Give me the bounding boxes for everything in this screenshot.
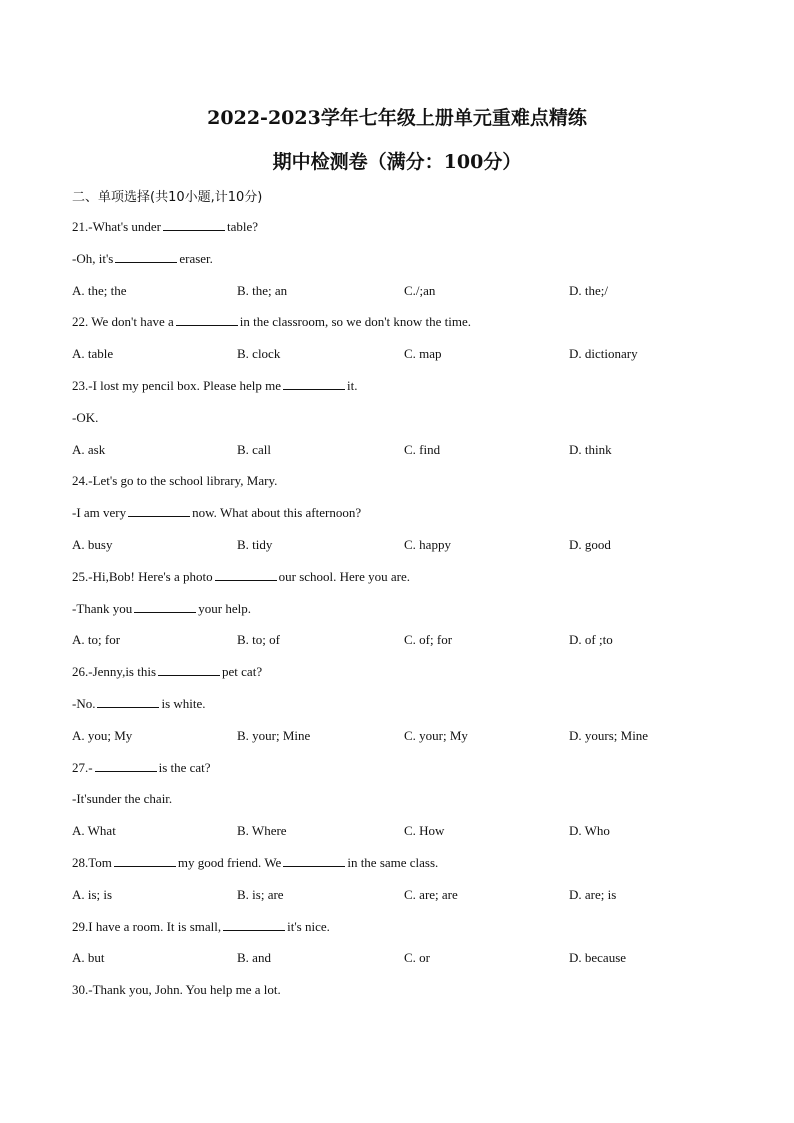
- question-27-stem: 27.- is the cat?: [72, 760, 211, 775]
- answer-blank: [223, 918, 285, 931]
- answer-blank: [115, 250, 177, 263]
- question-30-stem: 30.-Thank you, John. You help me a lot.: [72, 982, 281, 997]
- q29-option-d: D. because: [569, 950, 627, 965]
- q22-option-d: D. dictionary: [569, 346, 638, 361]
- q26-option-c: C. your; My: [404, 728, 468, 743]
- question-27-reply: -It'sunder the chair.: [72, 791, 173, 806]
- q29-option-b: B. and: [237, 950, 271, 965]
- q28-option-a: A. is; is: [72, 887, 113, 902]
- q27-option-d: D. Who: [569, 823, 610, 838]
- q27-option-a: A. What: [72, 823, 116, 838]
- question-24-reply: -I am very now. What about this afternoon?: [72, 505, 362, 520]
- q25-option-b: B. to; of: [237, 632, 280, 647]
- q25-option-a: A. to; for: [72, 632, 121, 647]
- answer-blank: [163, 218, 225, 231]
- q21-option-b: B. the; an: [237, 283, 288, 298]
- page-subtitle: 期中检测卷（满分：100分）: [272, 151, 522, 173]
- question-21-reply: -Oh, it's eraser.: [72, 251, 213, 266]
- q21-option-d: D. the;/: [569, 283, 608, 298]
- q28-option-d: D. are; is: [569, 887, 617, 902]
- q24-option-a: A. busy: [72, 537, 113, 552]
- q27-option-c: C. How: [404, 823, 445, 838]
- q24-option-b: B. tidy: [237, 537, 273, 552]
- page-title: 2022-2023学年七年级上册单元重难点精练: [207, 107, 587, 129]
- q29-option-a: A. but: [72, 950, 105, 965]
- answer-blank: [176, 313, 238, 326]
- answer-blank: [215, 568, 277, 581]
- question-28-stem: 28.Tom my good friend. We in the same class.: [72, 855, 439, 870]
- q23-option-b: B. call: [237, 442, 271, 457]
- answer-blank: [114, 854, 176, 867]
- q25-option-d: D. of ;to: [569, 632, 613, 647]
- q25-option-c: C. of; for: [404, 632, 453, 647]
- answer-blank: [128, 504, 190, 517]
- q26-option-a: A. you; My: [72, 728, 133, 743]
- answer-blank: [158, 663, 220, 676]
- q27-option-b: B. Where: [237, 823, 287, 838]
- question-25-stem: 25.-Hi,Bob! Here's a photo our school. Here you are.: [72, 569, 411, 584]
- question-21-stem: 21.-What's under table?: [72, 219, 259, 234]
- q26-option-d: D. yours; Mine: [569, 728, 649, 743]
- q22-option-b: B. clock: [237, 346, 281, 361]
- question-25-reply: -Thank you your help.: [72, 601, 252, 616]
- question-23-stem: 23.-I lost my pencil box. Please help me it.: [72, 378, 358, 393]
- q21-option-a: A. the; the: [72, 283, 127, 298]
- question-23-reply: -OK.: [72, 410, 99, 425]
- q23-option-d: D. think: [569, 442, 612, 457]
- section-heading: 二、单项选择(共10小题,计10分): [72, 190, 263, 205]
- answer-blank: [95, 759, 157, 772]
- q28-option-c: C. are; are: [404, 887, 458, 902]
- q28-option-b: B. is; are: [237, 887, 284, 902]
- q22-option-c: C. map: [404, 346, 442, 361]
- question-29-stem: 29.I have a room. It is small, it's nice.: [72, 919, 330, 934]
- q29-option-c: C. or: [404, 950, 430, 965]
- q24-option-d: D. good: [569, 537, 611, 552]
- q23-option-c: C. find: [404, 442, 441, 457]
- q26-option-b: B. your; Mine: [237, 728, 311, 743]
- q21-option-c: C./;an: [404, 283, 436, 298]
- question-24-stem: 24.-Let's go to the school library, Mary.: [72, 473, 278, 488]
- answer-blank: [134, 600, 196, 613]
- question-26-stem: 26.-Jenny,is this pet cat?: [72, 664, 263, 679]
- answer-blank: [283, 854, 345, 867]
- question-22-stem: 22. We don't have a in the classroom, so we don't know the time.: [72, 314, 472, 329]
- q23-option-a: A. ask: [72, 442, 106, 457]
- q24-option-c: C. happy: [404, 537, 451, 552]
- answer-blank: [97, 695, 159, 708]
- q22-option-a: A. table: [72, 346, 114, 361]
- answer-blank: [283, 377, 345, 390]
- question-26-reply: -No. is white.: [72, 696, 206, 711]
